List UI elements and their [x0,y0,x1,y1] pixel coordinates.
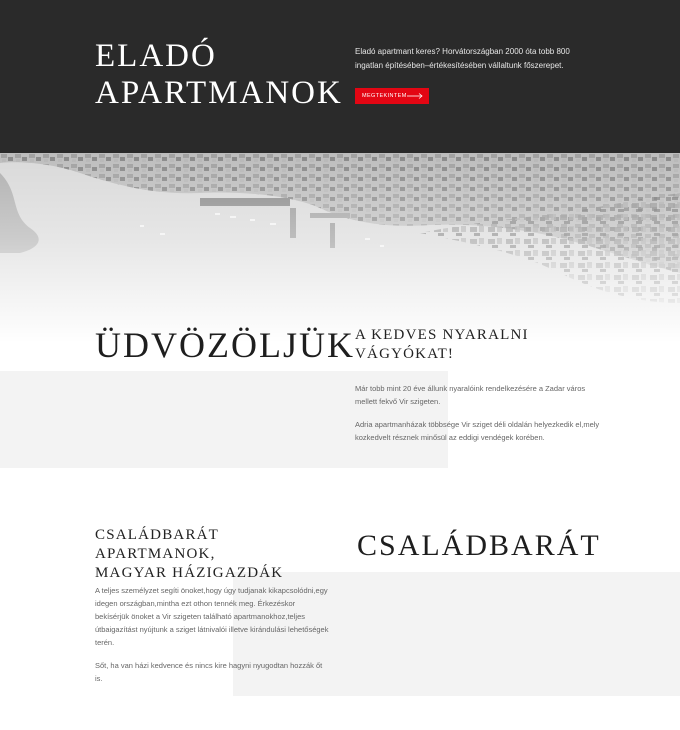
arrow-right-icon [407,93,423,99]
view-button[interactable] [355,88,429,104]
hero-section [0,0,680,153]
hero-description: Eladó apartmant keres? Horvátországban 2000 óta tobb 800 ingatlan építésében–értékesítésében vállaltunk főszerepet. [355,47,570,70]
family-paragraph-2: Sőt, ha van házi kedvence és nincs kire hagyni nyugodtan hozzák őt is. [95,661,323,683]
family-subheading [95,526,335,583]
family-subheading-line-1: CSALÁDBARÁT APARTMANOK, [95,527,219,562]
aerial-coast-image [0,153,680,343]
hero-title [95,38,343,112]
welcome-subheading-line-2: VÁGYÓKAT! [355,346,455,362]
hero-title-line-2: APARTMANOK [95,75,343,111]
welcome-paragraph-1: Már tobb mint 20 éve állunk nyaralóink rendelkezésére a Zadar város mellett fekvő Vir szigeten. [355,384,586,406]
welcome-heading: ÜDVÖZÖLJÜK [95,325,355,365]
view-button-label: MEGTEKINTEM [362,93,407,99]
welcome-subheading [355,326,555,364]
welcome-subheading-line-1: A KEDVES NYARALNI [355,327,529,343]
family-heading: CSALÁDBARÁT [357,529,601,562]
family-subheading-line-2: MAGYAR HÁZIGAZDÁK [95,565,284,581]
family-paragraph-1: A teljes személyzet segíti önoket,hogy úgy tudjanak kikapcsolódni,egy idegen országban,mintha ezt othon tennék meg. Érkezéskor bekísérjük önoket a Vir szigeten található apartmanokhoz,teljes útbaigazítást nyújtunk a sziget látnivalói illetve kirándulási lehetőségek terén. [95,586,329,647]
hero-title-line-1: ELADÓ [95,38,217,74]
welcome-paragraph-2: Adria apartmanházak többsége Vir sziget déli oldalán helyezkedik el,mely kozkedvelt résznek minősül az eddigi vendégek korében. [355,420,600,442]
